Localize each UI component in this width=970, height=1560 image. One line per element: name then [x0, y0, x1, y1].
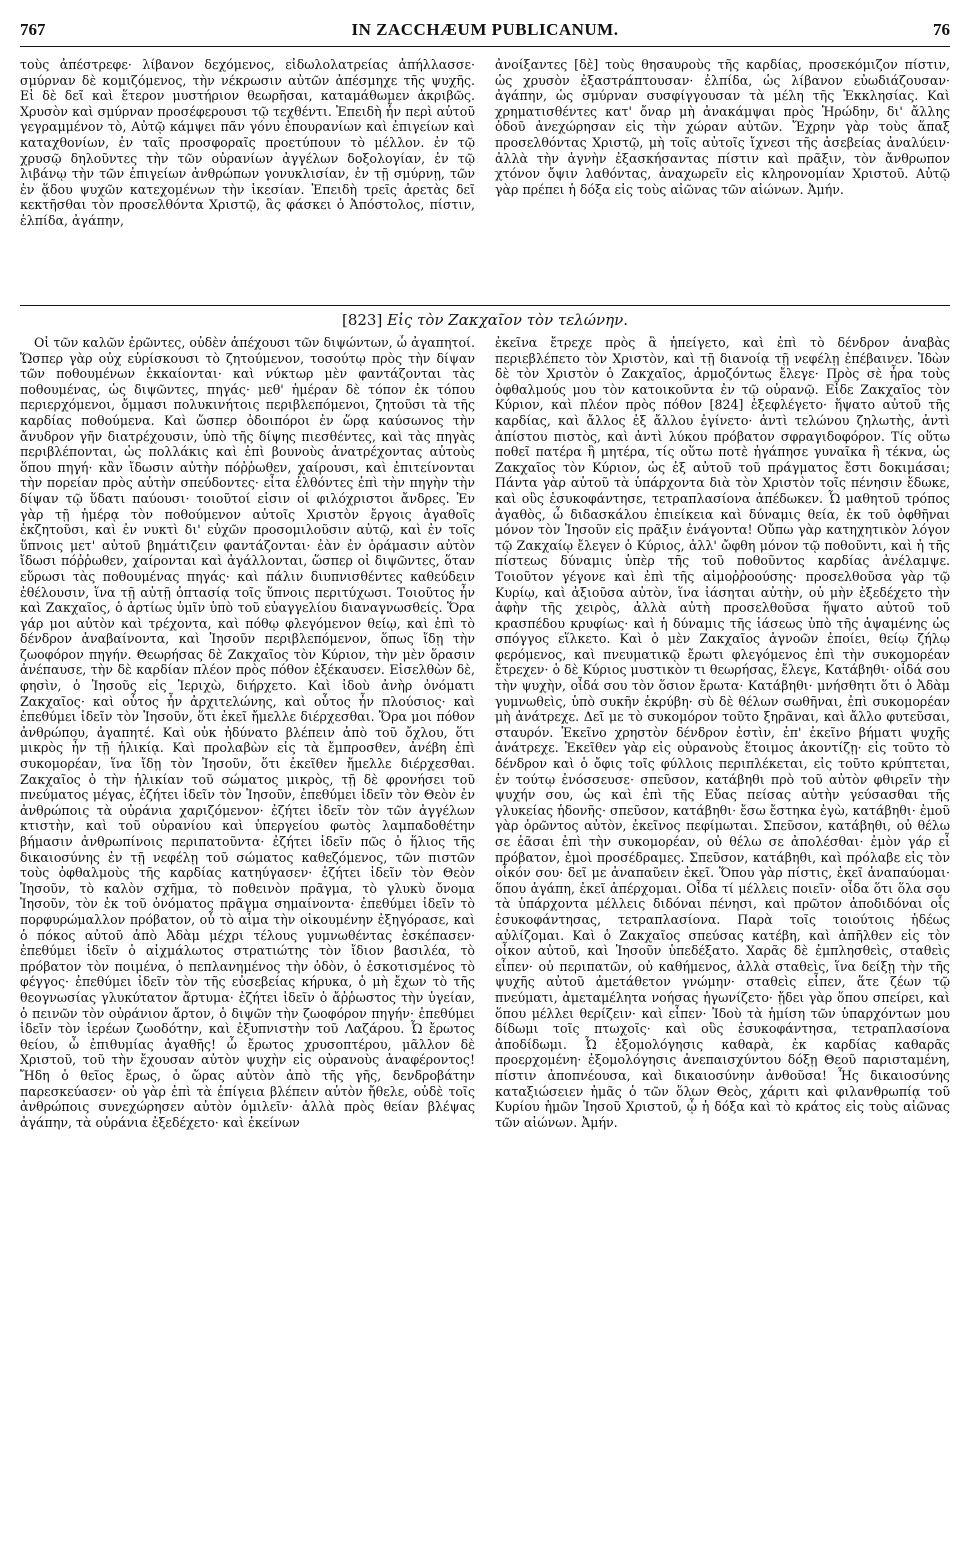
- main-columns: [20, 335, 950, 1525]
- right-page-number: 76: [933, 20, 950, 39]
- section-divider: [20, 305, 950, 306]
- document-page: [20, 20, 950, 1520]
- main-left-column: [20, 335, 475, 1525]
- main-left-text: Οἱ τῶν καλῶν ἐρῶντες, οὐδὲν ἀπέχουσι τῶν διψώντων, ὦ ἀγαπητοί. Ὥσπερ γὰρ οὐχ εὑρίσκουσι τὸ ζητούμενον, τοσούτῳ πρὸς τὴν δίψαν τῶν ποθουμένων ἐκκαίονται· καὶ νύκτωρ μὲν φαντάζονται τὰς ποθουμένας, ὡς διψῶντες, πηγάς· μεθ' ἡμέραν δὲ τόπον ἐκ τόπου περιερχόμενοι, ὄμμασι πολυκινήτοις περιβλεπόμενοι, ζητοῦσι τὰ τῆς καρδίας ποθούμενα. Καὶ ὥσπερ ὁδοιπόροι ἐν ὥρᾳ καύσωνος τὴν ἄνυδρον γῆν διατρέχουσιν, ὑπὸ τῆς δίψης πιεσθέντες, καὶ τὰς πηγὰς περιβλέπονται, ὡς πολλάκις καὶ ἐπὶ βουνοὺς ἀνατρέχοντας αὐτοὺς ὅπου πηγή· κἂν ἴδωσιν αὐτὴν πόῤῥωθεν, χαίρουσι, καὶ ἐπιτείνονται τὴν πορείαν πρὸς αὐτὴν σπεύδοντες· εἶτα ἐλθόντες ἐπὶ τὴν πηγὴν τὴν δίψαν τῷ ὕδατι παύουσι· τοιοῦτοί εἰσιν οἱ φιλόχριστοι ἄνδρες. Ἐν γὰρ τῇ ἡμέρᾳ τὸν ποθούμενον αὐτοῖς Χριστὸν ἔργοις ἀγαθοῖς ἐκζητοῦσι, καὶ ἐν νυκτὶ δι' εὐχῶν προσομιλοῦσιν αὐτῷ, καὶ ἐν τοῖς ὕπνοις μετ' αὐτοῦ βημάτιζειν φαντάζονται· ἐὰν ἐν ὁράμασιν αὐτὸν ἴδωσι πόῤῥωθεν, χαίρονται καὶ ἀγάλλονται, ὥσπερ οἱ διψῶντες, ὅταν εὕρωσι τὰς ποθουμένας πηγάς· καὶ πάλιν διυπνισθέντες καθεύδειν ἐθέλουσιν, ἵνα τῇ αὐτῇ ὀπτασίᾳ τοῖς ὕπνοις περιτύχωσι. Τοιοῦτος ἦν καὶ Ζακχαῖος, ὁ ἀρτίως ὑμῖν ὑπὸ τοῦ εὐαγγελίου διαναγνωσθείς. Ὅρα γάρ μοι αὐτὸν καὶ τρέχοντα, καὶ πόθῳ φλεγόμενον θείῳ, καὶ ἐπὶ τὸ δένδρον ἀναβαίνοντα, καὶ Ἰησοῦν περιβλεπόμενον, ὅπως ἴδῃ τὴν ζωοφόρον πηγήν. Θεωρήσας δὲ Ζακχαῖος τὸν Κύριον, τὴν μὲν ὅρασιν ἀνέπαυσε, τὴν δὲ καρδίαν πλέον πρὸς πόθον ἐξέκαυσεν. Εἰσελθὼν δὲ, φησὶν, ὁ Ἰησοῦς εἰς Ἱεριχὼ, διήρχετο. Καὶ ἰδοὺ ἀνὴρ ὀνόματι Ζακχαῖος· καὶ οὗτος ἦν ἀρχιτελώνης, καὶ οὗτος ἦν πλούσιος· καὶ ἐπεθύμει ἰδεῖν τὸν Ἰησοῦν, ὅτι ἐκεῖ ἤμελλε διέρχεσθαι. Ὅρα μοι πόθον ἀνθρώπου, ἀγαπητέ. Καὶ οὐκ ἠδύνατο βλέπειν ἀπὸ τοῦ ὄχλου, ὅτι μικρὸς ἦν τῇ ἡλικίᾳ. Καὶ προλαβὼν εἰς τὰ ἔμπροσθεν, ἀνέβη ἐπὶ συκομορέαν, ἵνα ἴδῃ τὸν Ἰησοῦν, ὅτι ἐκεῖθεν ἤμελλε διέρχεσθαι. Ζακχαῖος ὁ τὴν ἡλικίαν τοῦ σώματος μικρὸς, τῇ δὲ φρονήσει τοῦ πνεύματος μέγας, ἐζήτει ἰδεῖν τὸν Ἰησοῦν, ἐπεθύμει ἰδεῖν τὸν Θεὸν ἐν ἀνθρώποις τὰ οὐράνια χαριζόμενον· ἐζήτει ἰδεῖν τὸν τῶν ἀγγέλων κτιστὴν, καὶ τοῦ οὐρανίου καὶ ὑπεργείου φωτὸς λαμπαδοθέτην βήμασιν ἀνθρωπίνοις περιπατοῦντα· ἐζήτει ἰδεῖν πῶς ὁ ἥλιος τῆς δικαιοσύνης ἐν τῇ νεφέλῃ τοῦ σώματος καθεζόμενος, τῶν πιστῶν τοὺς ὀφθαλμοὺς τῆς καρδίας κατηύγασεν· ἐζήτει ἰδεῖν τὸν Θεὸν Ἰησοῦν, τὸ καλὸν σχῆμα, τὸ ποθεινὸν πρᾶγμα, τὸ γλυκὺ ὄνομα Ἰησοῦν, τὸν ἐκ τοῦ ὀνόματος πρᾶγμα σημαίνοντα· ἐπεθύμει ἰδεῖν τὸ πορφυρώμαλλον πρόβατον, οὗ τὸ αἷμα τὴν οἰκουμένην ἐξηγόρασε, καὶ ὁ πόκος αὐτοῦ ἀπὸ Ἀδὰμ μέχρι τέλους γυμνωθέντας ἐσκέπασεν· ἐπεθύμει ἰδεῖν ὁ αἰχμάλωτος στρατιώτης τὸν ἴδιον βασιλέα, τὸ πρόβατον τὸν ποιμένα, ὁ πεπλανημένος τὴν ὁδὸν, ὁ ἐσκοτισμένος τὸ φέγγος· ἐπεθύμει ἰδεῖν τὸν τῆς εὐσεβείας κήρυκα, ὁ μὴ ἔχων τὸ τῆς θεογνωσίας γλυκύτατον ἄρτυμα· ἐζήτει ἰδεῖν ὁ ἄῤῥωστος τὴν ὑγείαν, ὁ πεινῶν τὸν οὐράνιον ἄρτον, ὁ διψῶν τὴν ζωοφόρον πηγήν· ἐπεθύμει ἰδεῖν τὸν ἱερέων ζωοδότην, καὶ ἐξυπνιστὴν τοῦ Λαζάρου. Ὦ ἔρωτος θείου, ὦ ἐπιθυμίας ἀγαθῆς! ὦ ἔρωτος χρυσοπτέρου, μᾶλλον δὲ Χριστοῦ, τοῦ τὴν ἔχουσαν αὐτὸν ψυχὴν εἰς οὐρανοὺς ἀναφέροντος! Ἤδη ὁ θεῖος ἔρως, ὁ ὥρας αὐτὸν ἀπὸ τῆς γῆς, δενδροβάτην παρεσκεύασεν· οὐ γὰρ ἐπὶ τὰ ἐπίγεια βλέπειν αὐτὸν ἤθελε, οὐδὲ τοῖς ἀνθρώποις συνεχώρησεν αὐτὸν ὁμιλεῖν· ἀλλὰ πρὸς θείαν βλέψας ἀγάπην, τὰ οὐράνια ἐξεδέχετο· καὶ ἐκείνων: [20, 335, 475, 1130]
- left-page-number: 767: [20, 20, 46, 39]
- top-left-column: [20, 57, 475, 299]
- section-title-text: Εἰς τὸν Ζακχαῖον τὸν τελώνην.: [387, 311, 629, 329]
- page-header: [20, 20, 950, 47]
- main-right-column: [495, 335, 950, 1525]
- section-heading: [20, 311, 950, 331]
- main-right-text: ἐκεῖνα ἔτρεχε πρὸς ἃ ἠπείγετο, καὶ ἐπὶ τὸ δένδρον ἀναβὰς περιεβλέπετο τὸν Χριστὸν, καὶ τῇ διανοίᾳ τῇ νεφέλῃ ἐπέβαινεν. Ἰδὼν δὲ τὸν Χριστὸν ὁ Ζακχαῖος, ἁρμοζόντως ἔλεγε· Πρὸς σὲ ἦρα τοὺς ὀφθαλμούς μου τὸν κατοικοῦντα ἐν τῷ οὐρανῷ. Εἶδε Ζακχαῖος τὸν Κύριον, καὶ πλέον πρὸς πόθον [824] ἐξεφλέγετο· ἥψατο αὐτοῦ τῆς καρδίας, καὶ ἄλλος ἐξ ἄλλου ἐγίνετο· ἀντὶ τελώνου ζηλωτὴς, ἀντὶ ἀπίστου πιστὸς, καὶ ἀντὶ λύκου πρόβατον σφραγιδοφόρον. Τίς οὕτω ποθεῖ πατέρα ἢ μητέρα, τίς οὕτω ποτὲ ἠγάπησε γυναῖκα ἢ τέκνα, ὡς Ζακχαῖος τὸν Κύριον, ὡς ἐξ αὐτοῦ τοῦ πράγματος ἔστι δοκιμάσαι; Πάντα γὰρ αὐτοῦ τὰ ὑπάρχοντα διὰ τὸν Χριστὸν τοῖς πένησιν ἔδωκε, καὶ οὓς ἐσυκοφάντησε, τετραπλασίονα ἀπέδωκεν. Ὦ μαθητοῦ τρόπος ἀγαθὸς, ὦ διδασκάλου ἐπιείκεια καὶ δύναμις θεία, ἐκ τοῦ ὀφθῆναι μόνον τὸν Ἰησοῦν εἰς πρᾶξιν ἐνάγοντα! Οὔπω γὰρ κατηχητικὸν λόγον τῷ Ζακχαίῳ ἔλεγεν ὁ Κύριος, ἀλλ' ὤφθη μόνον τῷ ποθοῦντι, καὶ ἡ τῆς πίστεως δύναμις ὑπὲρ τῆς τοῦ ποθοῦντος καρδίας ἀνέλαμψε. Τοιοῦτον γέγονε καὶ ἐπὶ τῆς αἱμοῤῥοούσης· προσελθοῦσα γὰρ τῷ Κυρίῳ, καὶ ἀξιοῦσα αὐτὸν, ἵνα ἰάσηται αὐτὴν, οὐ μὴν ἐξεδέχετο τὴν ἀφὴν τῆς χειρὸς, ἀλλὰ αὐτὴ προσελθοῦσα ἥψατο αὐτοῦ τοῦ κρασπέδου κρυφίως· καὶ ἡ δύναμις τῆς ἰάσεως ὑπὸ τῆς ἁψαμένης ὡς σπόγγος εἵλκετο. Καὶ ὁ μὲν Ζακχαῖος ἀγνοῶν ἐποίει, θείῳ ζήλῳ φερόμενος, καὶ πνευματικῷ ἔρωτι φλεγόμενος ἐπὶ τὴν συκομορέαν ἔτρεχεν· ὁ δὲ Κύριος μυστικὸν τι θεωρήσας, ἔλεγε, Κατάβηθι· οἶδά σου τὴν ψυχὴν, οἶδά σου τὸν ὅσιον ἔρωτα· Κατάβηθι· μνήσθητι ὅτι ὁ Ἀδὰμ γυμνωθεὶς, ὑπὸ συκῆν ἐκρύβη· σὺ δὲ θέλων σωθῆναι, ἐπὶ συκομορέαν μὴ ἀνάτρεχε. Δεῖ με τὸ συκομόρον τοῦτο ξηρᾶναι, καὶ ἄλλο φυτεῦσαι, σταυρόν. Ἐκεῖνο χρηστὸν δένδρον ἐστὶν, ἐπ' ἐκεῖνο βήματι ψυχῆς ἀνάτρεχε. Ἐκεῖθεν γὰρ εἰς οὐρανοὺς ἕτοιμος ἀκοντίζῃ· εἰς τοῦτο τὸ δένδρον καὶ ὁ ὄφις τοῖς φύλλοις περιπλέκεται, εἰς τοῦτο κρύπτεται, ἐν τούτῳ ἐνόσσευσε· σπεῦσον, κατάβηθι πρὸ τοῦ αὐτὸν φθιρεῖν τὴν ψυχήν σου, ὡς καὶ ἐπὶ τῆς Εὔας πείσας αὐτὴν γεύσασθαι τῆς γλυκείας ἡδονῆς· σπεῦσον, κατάβηθι· ἔσω ἔστηκα ἐγὼ, κατάβηθι· ἐμοῦ γὰρ ὁρῶντος αὐτὸν, ἐκεῖνος πεφίμωται. Σπεῦσον, κατάβηθι, οὐ θέλω σε ἐᾶσαι ἐπὶ τὴν συκομορέαν, οὐ θέλω σε ἀπολέσθαι· ἐμὸν γάρ εἶ πρόβατον, ἐμοὶ προσέδραμες. Σπεῦσον, κατάβηθι, καὶ πρόλαβε εἰς τὸν οἶκόν σου· δεῖ με ἀναπαῦειν ἐκεῖ. Ὅπου γὰρ πίστις, ἐκεῖ ἀναπαύομαι· ὅπου ἀγάπη, ἐκεῖ ἀπέρχομαι. Οἶδα τί μέλλεις ποιεῖν· οἶδα ὅτι ὅλα σου τὰ ὑπάρχοντα μέλλεις διδόναι πένησι, καὶ πρῶτον ἀποδιδόναι οἷς ἐσυκοφάντησας, τετραπλασίονα. Παρὰ τοῖς τοιούτοις ἡδέως αὐλίζομαι. Καὶ ὁ Ζακχαῖος σπεύσας κατέβη, καὶ ἀπῆλθεν εἰς τὸν οἶκον αὐτοῦ, καὶ Ἰησοῦν ὑπεδέξατο. Χαρᾶς δὲ ἐμπλησθεὶς, σταθεὶς εἶπεν· οὐ περιπατῶν, οὐ καθήμενος, ἀλλὰ σταθεὶς, ἵνα δείξῃ τὴν τῆς ψυχῆς αὐτοῦ ἀμετάθετον γνώμην· σταθεὶς εἶπεν, ἅτε ζέων τῷ πνεύματι, ἀμεταμέλητα νοήσας ἠγωνίζετο· ᾔδει γὰρ ὅπου σπείρει, καὶ ὅπου μέλλει θερίζειν· καὶ εἶπεν· Ἰδοὺ τὰ ἡμίση τῶν ὑπαρχόντων μου δίδωμι τοῖς πτωχοῖς· καὶ οὓς ἐσυκοφάντησα, τετραπλασίονα ἀποδίδωμι. Ὦ ἐξομολόγησις καθαρὰ, ἐκ καρδίας καθαρᾶς προερχομένη· ἐξομολόγησις ἀνεπαισχύντου δόξῃ Θεοῦ παρισταμένη, πίστιν ἀποπνέουσα, καὶ δικαιοσύνην ἀνθοῦσα! Ἧς δικαιοσύνης καταξιώσειεν ἡμᾶς ὁ τῶν ὅλων Θεὸς, χάριτι καὶ φιλανθρωπίᾳ τοῦ Κυρίου ἡμῶν Ἰησοῦ Χριστοῦ, ᾧ ἡ δόξα καὶ τὸ κράτος εἰς τοὺς αἰῶνας τῶν αἰώνων. Ἀμήν.: [495, 335, 950, 1130]
- running-title: IN ZACCHÆUM PUBLICANUM.: [351, 20, 619, 39]
- top-columns: [20, 57, 950, 299]
- top-right-text: ἀνοίξαντες [δὲ] τοὺς θησαυροὺς τῆς καρδίας, προσεκόμιζον πίστιν, ὡς χρυσὸν ἐξαστράπτουσαν· ἐλπίδα, ὡς λίβανον εὐωδιάζουσαν· ἀγάπην, ὡς σμύρναν συσφίγγουσαν τὰ μέλη τῆς Ἐκκλησίας. Καὶ χρηματισθέντες κατ' ὄναρ μὴ ἀνακάμψαι πρὸς Ἡρώδην, δι' ἄλλης ὁδοῦ ἀνεχώρησαν εἰς τὴν χώραν αὐτῶν. Ἔχρην γὰρ τοὺς ἅπαξ προσελθόντας Χριστῷ, μὴ τοῖς αὐτοῖς ἴχνεσι τῆς ἀσεβείας ἀναλύειν· ἀλλὰ τὴν ἁγνὴν ἐξασκήσαντας πίστιν καὶ πρᾶξιν, τὸν ἄνθρωπον χτόνον ὄψιν λαθόντας, ἀναχωρεῖν εἰς κληρονομίαν Χριστοῦ. Αὐτῷ γὰρ πρέπει ἡ δόξα εἰς τοὺς αἰῶνας τῶν αἰώνων. Ἀμήν.: [495, 57, 950, 197]
- top-left-text: τοὺς ἀπέστρεφε· λίβανον δεχόμενος, εἰδωλολατρείας ἀπήλλασσε· σμύρναν δὲ κομιζόμενος, τὴν νέκρωσιν αὐτῶν ἀπέσμηχε τῆς ψυχῆς. Εἰ δὲ δεῖ καὶ ἕτερον μυστήριον θεωρῆσαι, καταμάθωμεν ἀκριβῶς. Χρυσὸν καὶ σμύρναν προσέφερουσι τῷ τεχθέντι. Ἐπειδὴ ἦν περὶ αὐτοῦ γεγραμμένον τὸ, Αὐτῷ κάμψει πᾶν γόνυ ἐπουρανίων καὶ ἐπιγείων καὶ καταχθονίων, ἐν ταῖς προσφοραῖς προετύπουν τὸ μέλλον. ἐν τῷ χρυσῷ δηλοῦντες τὴν τῶν οὐρανίων ἀγγέλων δοξολογίαν, ἐν τῷ λιβάνῳ τὴν τῶν ἐπιγείων ἀνθρώπων γονυκλισίαν, ἐν τῇ σμύρνῃ, τῶν ἐν ᾅδου ψυχῶν κατεχομένων τὴν ἱκεσίαν. Ἐπειδὴ τρεῖς ἀρετὰς δεῖ κεκτῆσθαι τὸν προσελθόντα Χριστῷ, ἃς φάσκει ὁ Ἀπόστολος, πίστιν, ἐλπίδα, ἀγάπην,: [20, 57, 475, 228]
- top-right-column: [495, 57, 950, 299]
- section-number: [823]: [341, 311, 383, 329]
